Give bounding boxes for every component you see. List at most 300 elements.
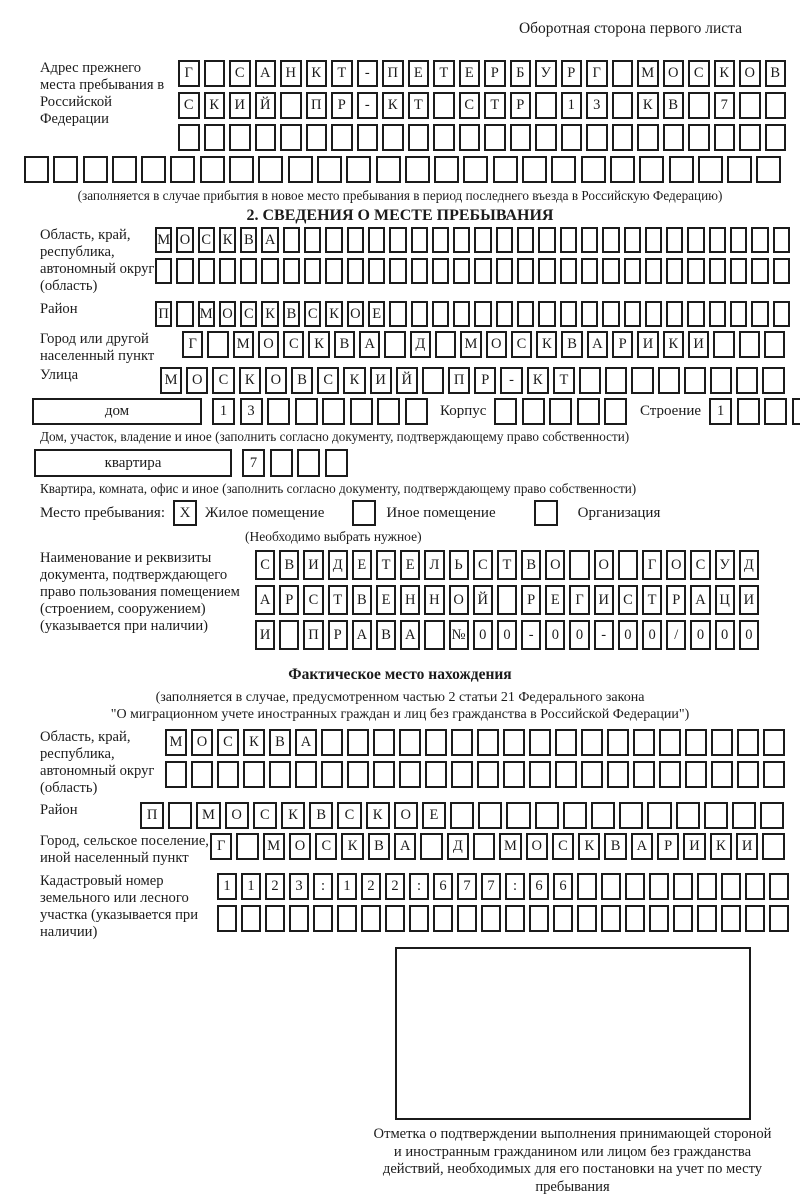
char-cell[interactable]	[405, 398, 428, 425]
char-cell[interactable]	[522, 156, 547, 183]
char-cell[interactable]: М	[499, 833, 521, 860]
char-cell[interactable]	[325, 449, 348, 477]
char-cell[interactable]	[765, 92, 787, 119]
char-cell[interactable]: В	[334, 331, 355, 358]
char-cell[interactable]	[432, 301, 449, 327]
char-cell[interactable]	[666, 227, 683, 253]
char-cell[interactable]: 2	[265, 873, 285, 900]
checkbox-organization[interactable]	[534, 500, 558, 526]
char-cell[interactable]: К	[239, 367, 261, 394]
char-cell[interactable]	[633, 729, 655, 756]
char-cell[interactable]	[176, 301, 193, 327]
char-cell[interactable]: О	[289, 833, 311, 860]
char-cell[interactable]	[473, 833, 495, 860]
char-cell[interactable]	[478, 802, 502, 829]
char-cell[interactable]	[347, 227, 364, 253]
char-cell[interactable]	[697, 905, 717, 932]
char-cell[interactable]	[579, 367, 601, 394]
char-cell[interactable]	[217, 905, 237, 932]
char-cell[interactable]: О	[486, 331, 507, 358]
char-cell[interactable]	[506, 802, 530, 829]
char-cell[interactable]: О	[186, 367, 208, 394]
char-cell[interactable]: М	[263, 833, 285, 860]
char-cell[interactable]	[639, 156, 664, 183]
char-cell[interactable]	[577, 905, 597, 932]
char-cell[interactable]	[474, 227, 491, 253]
char-cell[interactable]: 0	[545, 620, 565, 650]
char-cell[interactable]	[773, 227, 790, 253]
char-cell[interactable]	[433, 124, 455, 151]
char-cell[interactable]	[581, 729, 603, 756]
char-cell[interactable]	[685, 729, 707, 756]
char-cell[interactable]: В	[279, 550, 299, 580]
char-cell[interactable]: В	[352, 585, 372, 615]
char-cell[interactable]	[538, 227, 555, 253]
char-cell[interactable]	[317, 156, 342, 183]
char-cell[interactable]: Д	[739, 550, 759, 580]
char-cell[interactable]	[279, 620, 299, 650]
char-cell[interactable]	[217, 761, 239, 788]
char-cell[interactable]: Е	[400, 550, 420, 580]
checkbox-other-premises[interactable]	[352, 500, 376, 526]
char-cell[interactable]: М	[160, 367, 182, 394]
char-cell[interactable]	[730, 227, 747, 253]
char-cell[interactable]	[306, 124, 328, 151]
char-cell[interactable]: С	[253, 802, 277, 829]
char-cell[interactable]: 1	[709, 398, 732, 425]
char-cell[interactable]	[591, 802, 615, 829]
char-cell[interactable]	[289, 905, 309, 932]
char-cell[interactable]	[451, 729, 473, 756]
char-cell[interactable]	[631, 367, 653, 394]
char-cell[interactable]	[389, 227, 406, 253]
char-cell[interactable]: Е	[352, 550, 372, 580]
char-cell[interactable]: А	[255, 585, 275, 615]
char-cell[interactable]: С	[240, 301, 257, 327]
char-cell[interactable]: А	[631, 833, 653, 860]
char-cell[interactable]	[601, 905, 621, 932]
char-cell[interactable]	[762, 833, 784, 860]
char-cell[interactable]: О	[176, 227, 193, 253]
char-cell[interactable]	[618, 550, 638, 580]
char-cell[interactable]	[555, 729, 577, 756]
char-cell[interactable]	[736, 367, 758, 394]
char-cell[interactable]: -	[357, 60, 379, 87]
char-cell[interactable]	[522, 398, 545, 425]
char-cell[interactable]	[577, 873, 597, 900]
char-cell[interactable]	[619, 802, 643, 829]
char-cell[interactable]: С	[552, 833, 574, 860]
char-cell[interactable]: К	[308, 331, 329, 358]
char-cell[interactable]: А	[295, 729, 317, 756]
char-cell[interactable]: Т	[497, 550, 517, 580]
char-cell[interactable]: К	[536, 331, 557, 358]
char-cell[interactable]: К	[382, 92, 404, 119]
char-cell[interactable]	[760, 802, 784, 829]
char-cell[interactable]: И	[736, 833, 758, 860]
char-cell[interactable]: О	[219, 301, 236, 327]
char-cell[interactable]: А	[261, 227, 278, 253]
char-cell[interactable]	[714, 124, 736, 151]
char-cell[interactable]	[368, 227, 385, 253]
char-cell[interactable]: Р	[666, 585, 686, 615]
char-cell[interactable]	[265, 905, 285, 932]
char-cell[interactable]	[666, 301, 683, 327]
char-cell[interactable]: С	[688, 60, 710, 87]
char-cell[interactable]	[377, 398, 400, 425]
char-cell[interactable]	[24, 156, 49, 183]
char-cell[interactable]	[497, 585, 517, 615]
char-cell[interactable]	[243, 761, 265, 788]
char-cell[interactable]	[389, 258, 406, 284]
char-cell[interactable]	[569, 550, 589, 580]
char-cell[interactable]: В	[269, 729, 291, 756]
char-cell[interactable]	[624, 301, 641, 327]
char-cell[interactable]	[739, 92, 761, 119]
char-cell[interactable]: Г	[178, 60, 200, 87]
char-cell[interactable]: 0	[715, 620, 735, 650]
char-cell[interactable]	[764, 331, 785, 358]
char-cell[interactable]	[459, 124, 481, 151]
char-cell[interactable]	[669, 156, 694, 183]
char-cell[interactable]: :	[313, 873, 333, 900]
char-cell[interactable]	[382, 124, 404, 151]
char-cell[interactable]	[350, 398, 373, 425]
char-cell[interactable]	[745, 873, 765, 900]
char-cell[interactable]	[762, 367, 784, 394]
char-cell[interactable]	[673, 873, 693, 900]
char-cell[interactable]	[433, 905, 453, 932]
char-cell[interactable]: К	[366, 802, 390, 829]
char-cell[interactable]	[204, 60, 226, 87]
char-cell[interactable]: О	[449, 585, 469, 615]
char-cell[interactable]	[496, 227, 513, 253]
char-cell[interactable]: 7	[242, 449, 265, 477]
char-cell[interactable]: М	[460, 331, 481, 358]
char-cell[interactable]	[435, 331, 456, 358]
char-cell[interactable]	[280, 124, 302, 151]
char-cell[interactable]: Е	[368, 301, 385, 327]
char-cell[interactable]: Р	[521, 585, 541, 615]
char-cell[interactable]	[288, 156, 313, 183]
char-cell[interactable]: Н	[280, 60, 302, 87]
char-cell[interactable]	[453, 227, 470, 253]
char-cell[interactable]: П	[140, 802, 164, 829]
char-cell[interactable]	[710, 367, 732, 394]
char-cell[interactable]	[384, 331, 405, 358]
char-cell[interactable]	[581, 227, 598, 253]
char-cell[interactable]	[721, 873, 741, 900]
char-cell[interactable]	[605, 367, 627, 394]
char-cell[interactable]: 7	[457, 873, 477, 900]
char-cell[interactable]: О	[526, 833, 548, 860]
char-cell[interactable]	[560, 301, 577, 327]
char-cell[interactable]	[586, 124, 608, 151]
char-cell[interactable]	[687, 227, 704, 253]
char-cell[interactable]	[198, 258, 215, 284]
char-cell[interactable]	[658, 367, 680, 394]
char-cell[interactable]: С	[304, 301, 321, 327]
char-cell[interactable]	[711, 729, 733, 756]
char-cell[interactable]	[555, 761, 577, 788]
char-cell[interactable]: К	[710, 833, 732, 860]
char-cell[interactable]	[325, 227, 342, 253]
char-cell[interactable]	[453, 301, 470, 327]
char-cell[interactable]	[601, 873, 621, 900]
char-cell[interactable]	[764, 398, 787, 425]
char-cell[interactable]: Й	[255, 92, 277, 119]
char-cell[interactable]: С	[459, 92, 481, 119]
char-cell[interactable]	[624, 227, 641, 253]
char-cell[interactable]	[434, 156, 459, 183]
char-cell[interactable]: Р	[657, 833, 679, 860]
char-cell[interactable]: Т	[331, 60, 353, 87]
char-cell[interactable]: О	[663, 60, 685, 87]
char-cell[interactable]	[551, 156, 576, 183]
char-cell[interactable]: Н	[400, 585, 420, 615]
char-cell[interactable]	[625, 873, 645, 900]
char-cell[interactable]: У	[535, 60, 557, 87]
char-cell[interactable]	[433, 92, 455, 119]
char-cell[interactable]: Ц	[715, 585, 735, 615]
char-cell[interactable]: Т	[642, 585, 662, 615]
char-cell[interactable]: К	[341, 833, 363, 860]
char-cell[interactable]	[229, 156, 254, 183]
char-cell[interactable]	[688, 92, 710, 119]
char-cell[interactable]	[236, 833, 258, 860]
char-cell[interactable]	[297, 449, 320, 477]
char-cell[interactable]	[496, 301, 513, 327]
char-cell[interactable]	[709, 258, 726, 284]
char-cell[interactable]: №	[449, 620, 469, 650]
char-cell[interactable]: И	[594, 585, 614, 615]
char-cell[interactable]	[457, 905, 477, 932]
char-cell[interactable]	[612, 92, 634, 119]
char-cell[interactable]: В	[663, 92, 685, 119]
char-cell[interactable]: О	[394, 802, 418, 829]
char-cell[interactable]: 1	[212, 398, 235, 425]
char-cell[interactable]: Д	[410, 331, 431, 358]
char-cell[interactable]	[505, 905, 525, 932]
char-cell[interactable]	[399, 729, 421, 756]
char-cell[interactable]	[178, 124, 200, 151]
char-cell[interactable]	[255, 124, 277, 151]
char-cell[interactable]	[581, 258, 598, 284]
char-cell[interactable]	[304, 258, 321, 284]
char-cell[interactable]	[769, 873, 789, 900]
char-cell[interactable]: И	[229, 92, 251, 119]
char-cell[interactable]	[204, 124, 226, 151]
char-cell[interactable]: С	[618, 585, 638, 615]
char-cell[interactable]: 7	[481, 873, 501, 900]
char-cell[interactable]	[773, 301, 790, 327]
char-cell[interactable]	[607, 761, 629, 788]
char-cell[interactable]	[141, 156, 166, 183]
char-cell[interactable]	[649, 873, 669, 900]
char-cell[interactable]: В	[240, 227, 257, 253]
char-cell[interactable]	[269, 761, 291, 788]
char-cell[interactable]	[325, 258, 342, 284]
char-cell[interactable]	[409, 905, 429, 932]
char-cell[interactable]	[295, 761, 317, 788]
char-cell[interactable]	[704, 802, 728, 829]
char-cell[interactable]: 7	[714, 92, 736, 119]
char-cell[interactable]	[737, 398, 760, 425]
char-cell[interactable]: М	[196, 802, 220, 829]
char-cell[interactable]	[739, 124, 761, 151]
char-cell[interactable]: -	[521, 620, 541, 650]
char-cell[interactable]: О	[265, 367, 287, 394]
char-cell[interactable]: 3	[289, 873, 309, 900]
char-cell[interactable]: О	[739, 60, 761, 87]
char-cell[interactable]: Й	[473, 585, 493, 615]
char-cell[interactable]: А	[690, 585, 710, 615]
char-cell[interactable]: К	[306, 60, 328, 87]
char-cell[interactable]: 1	[337, 873, 357, 900]
char-cell[interactable]: 6	[553, 873, 573, 900]
char-cell[interactable]	[304, 227, 321, 253]
char-cell[interactable]: С	[317, 367, 339, 394]
char-cell[interactable]: Т	[376, 550, 396, 580]
char-cell[interactable]: Т	[553, 367, 575, 394]
char-cell[interactable]: И	[637, 331, 658, 358]
char-cell[interactable]	[337, 905, 357, 932]
char-cell[interactable]: 1	[217, 873, 237, 900]
char-cell[interactable]: С	[217, 729, 239, 756]
char-cell[interactable]	[769, 905, 789, 932]
char-cell[interactable]	[561, 124, 583, 151]
char-cell[interactable]	[538, 301, 555, 327]
char-cell[interactable]: -	[500, 367, 522, 394]
char-cell[interactable]	[730, 258, 747, 284]
char-cell[interactable]	[751, 301, 768, 327]
char-cell[interactable]: М	[233, 331, 254, 358]
char-cell[interactable]	[663, 124, 685, 151]
char-cell[interactable]	[432, 227, 449, 253]
char-cell[interactable]	[399, 761, 421, 788]
char-cell[interactable]	[624, 258, 641, 284]
char-cell[interactable]	[347, 258, 364, 284]
char-cell[interactable]	[477, 729, 499, 756]
char-cell[interactable]	[792, 398, 800, 425]
char-cell[interactable]	[647, 802, 671, 829]
char-cell[interactable]	[411, 258, 428, 284]
char-cell[interactable]	[645, 258, 662, 284]
char-cell[interactable]	[607, 729, 629, 756]
char-cell[interactable]	[737, 761, 759, 788]
char-cell[interactable]	[425, 729, 447, 756]
char-cell[interactable]: В	[521, 550, 541, 580]
checkbox-residential[interactable]: X	[173, 500, 197, 526]
char-cell[interactable]	[53, 156, 78, 183]
char-cell[interactable]	[535, 92, 557, 119]
char-cell[interactable]	[420, 833, 442, 860]
char-cell[interactable]: 0	[690, 620, 710, 650]
char-cell[interactable]	[267, 398, 290, 425]
char-cell[interactable]	[529, 761, 551, 788]
char-cell[interactable]: С	[690, 550, 710, 580]
char-cell[interactable]	[721, 905, 741, 932]
char-cell[interactable]	[649, 905, 669, 932]
char-cell[interactable]	[685, 761, 707, 788]
char-cell[interactable]	[422, 367, 444, 394]
char-cell[interactable]	[535, 802, 559, 829]
char-cell[interactable]: Г	[642, 550, 662, 580]
char-cell[interactable]	[612, 60, 634, 87]
char-cell[interactable]	[739, 331, 760, 358]
char-cell[interactable]: И	[683, 833, 705, 860]
char-cell[interactable]	[684, 367, 706, 394]
char-cell[interactable]	[408, 124, 430, 151]
char-cell[interactable]: А	[359, 331, 380, 358]
char-cell[interactable]: Г	[569, 585, 589, 615]
char-cell[interactable]: В	[376, 620, 396, 650]
char-cell[interactable]: И	[255, 620, 275, 650]
char-cell[interactable]: А	[394, 833, 416, 860]
char-cell[interactable]	[676, 802, 700, 829]
char-cell[interactable]	[713, 331, 734, 358]
char-cell[interactable]: Е	[376, 585, 396, 615]
char-cell[interactable]: 3	[586, 92, 608, 119]
char-cell[interactable]: С	[511, 331, 532, 358]
char-cell[interactable]: Л	[424, 550, 444, 580]
char-cell[interactable]	[637, 124, 659, 151]
char-cell[interactable]	[241, 905, 261, 932]
char-cell[interactable]: 0	[569, 620, 589, 650]
char-cell[interactable]	[270, 449, 293, 477]
char-cell[interactable]: С	[229, 60, 251, 87]
char-cell[interactable]	[368, 258, 385, 284]
char-cell[interactable]: В	[765, 60, 787, 87]
char-cell[interactable]	[751, 258, 768, 284]
char-cell[interactable]: 2	[385, 873, 405, 900]
char-cell[interactable]: М	[165, 729, 187, 756]
char-cell[interactable]	[200, 156, 225, 183]
char-cell[interactable]	[477, 761, 499, 788]
char-cell[interactable]	[709, 301, 726, 327]
char-cell[interactable]	[730, 301, 747, 327]
char-cell[interactable]	[645, 301, 662, 327]
char-cell[interactable]: В	[561, 331, 582, 358]
char-cell[interactable]	[517, 301, 534, 327]
char-cell[interactable]: А	[400, 620, 420, 650]
char-cell[interactable]: И	[739, 585, 759, 615]
char-cell[interactable]: К	[637, 92, 659, 119]
char-cell[interactable]: 6	[529, 873, 549, 900]
char-cell[interactable]	[756, 156, 781, 183]
char-cell[interactable]: К	[325, 301, 342, 327]
char-cell[interactable]: М	[155, 227, 172, 253]
char-cell[interactable]: О	[347, 301, 364, 327]
char-cell[interactable]: Р	[561, 60, 583, 87]
char-cell[interactable]	[535, 124, 557, 151]
char-cell[interactable]	[517, 258, 534, 284]
char-cell[interactable]	[503, 761, 525, 788]
char-cell[interactable]	[560, 227, 577, 253]
char-cell[interactable]: Р	[279, 585, 299, 615]
char-cell[interactable]	[577, 398, 600, 425]
char-cell[interactable]: Т	[484, 92, 506, 119]
char-cell[interactable]: 2	[361, 873, 381, 900]
char-cell[interactable]: К	[261, 301, 278, 327]
char-cell[interactable]	[283, 227, 300, 253]
char-cell[interactable]	[496, 258, 513, 284]
char-cell[interactable]	[529, 905, 549, 932]
char-cell[interactable]	[493, 156, 518, 183]
char-cell[interactable]: К	[714, 60, 736, 87]
char-cell[interactable]: К	[281, 802, 305, 829]
char-cell[interactable]: Е	[545, 585, 565, 615]
